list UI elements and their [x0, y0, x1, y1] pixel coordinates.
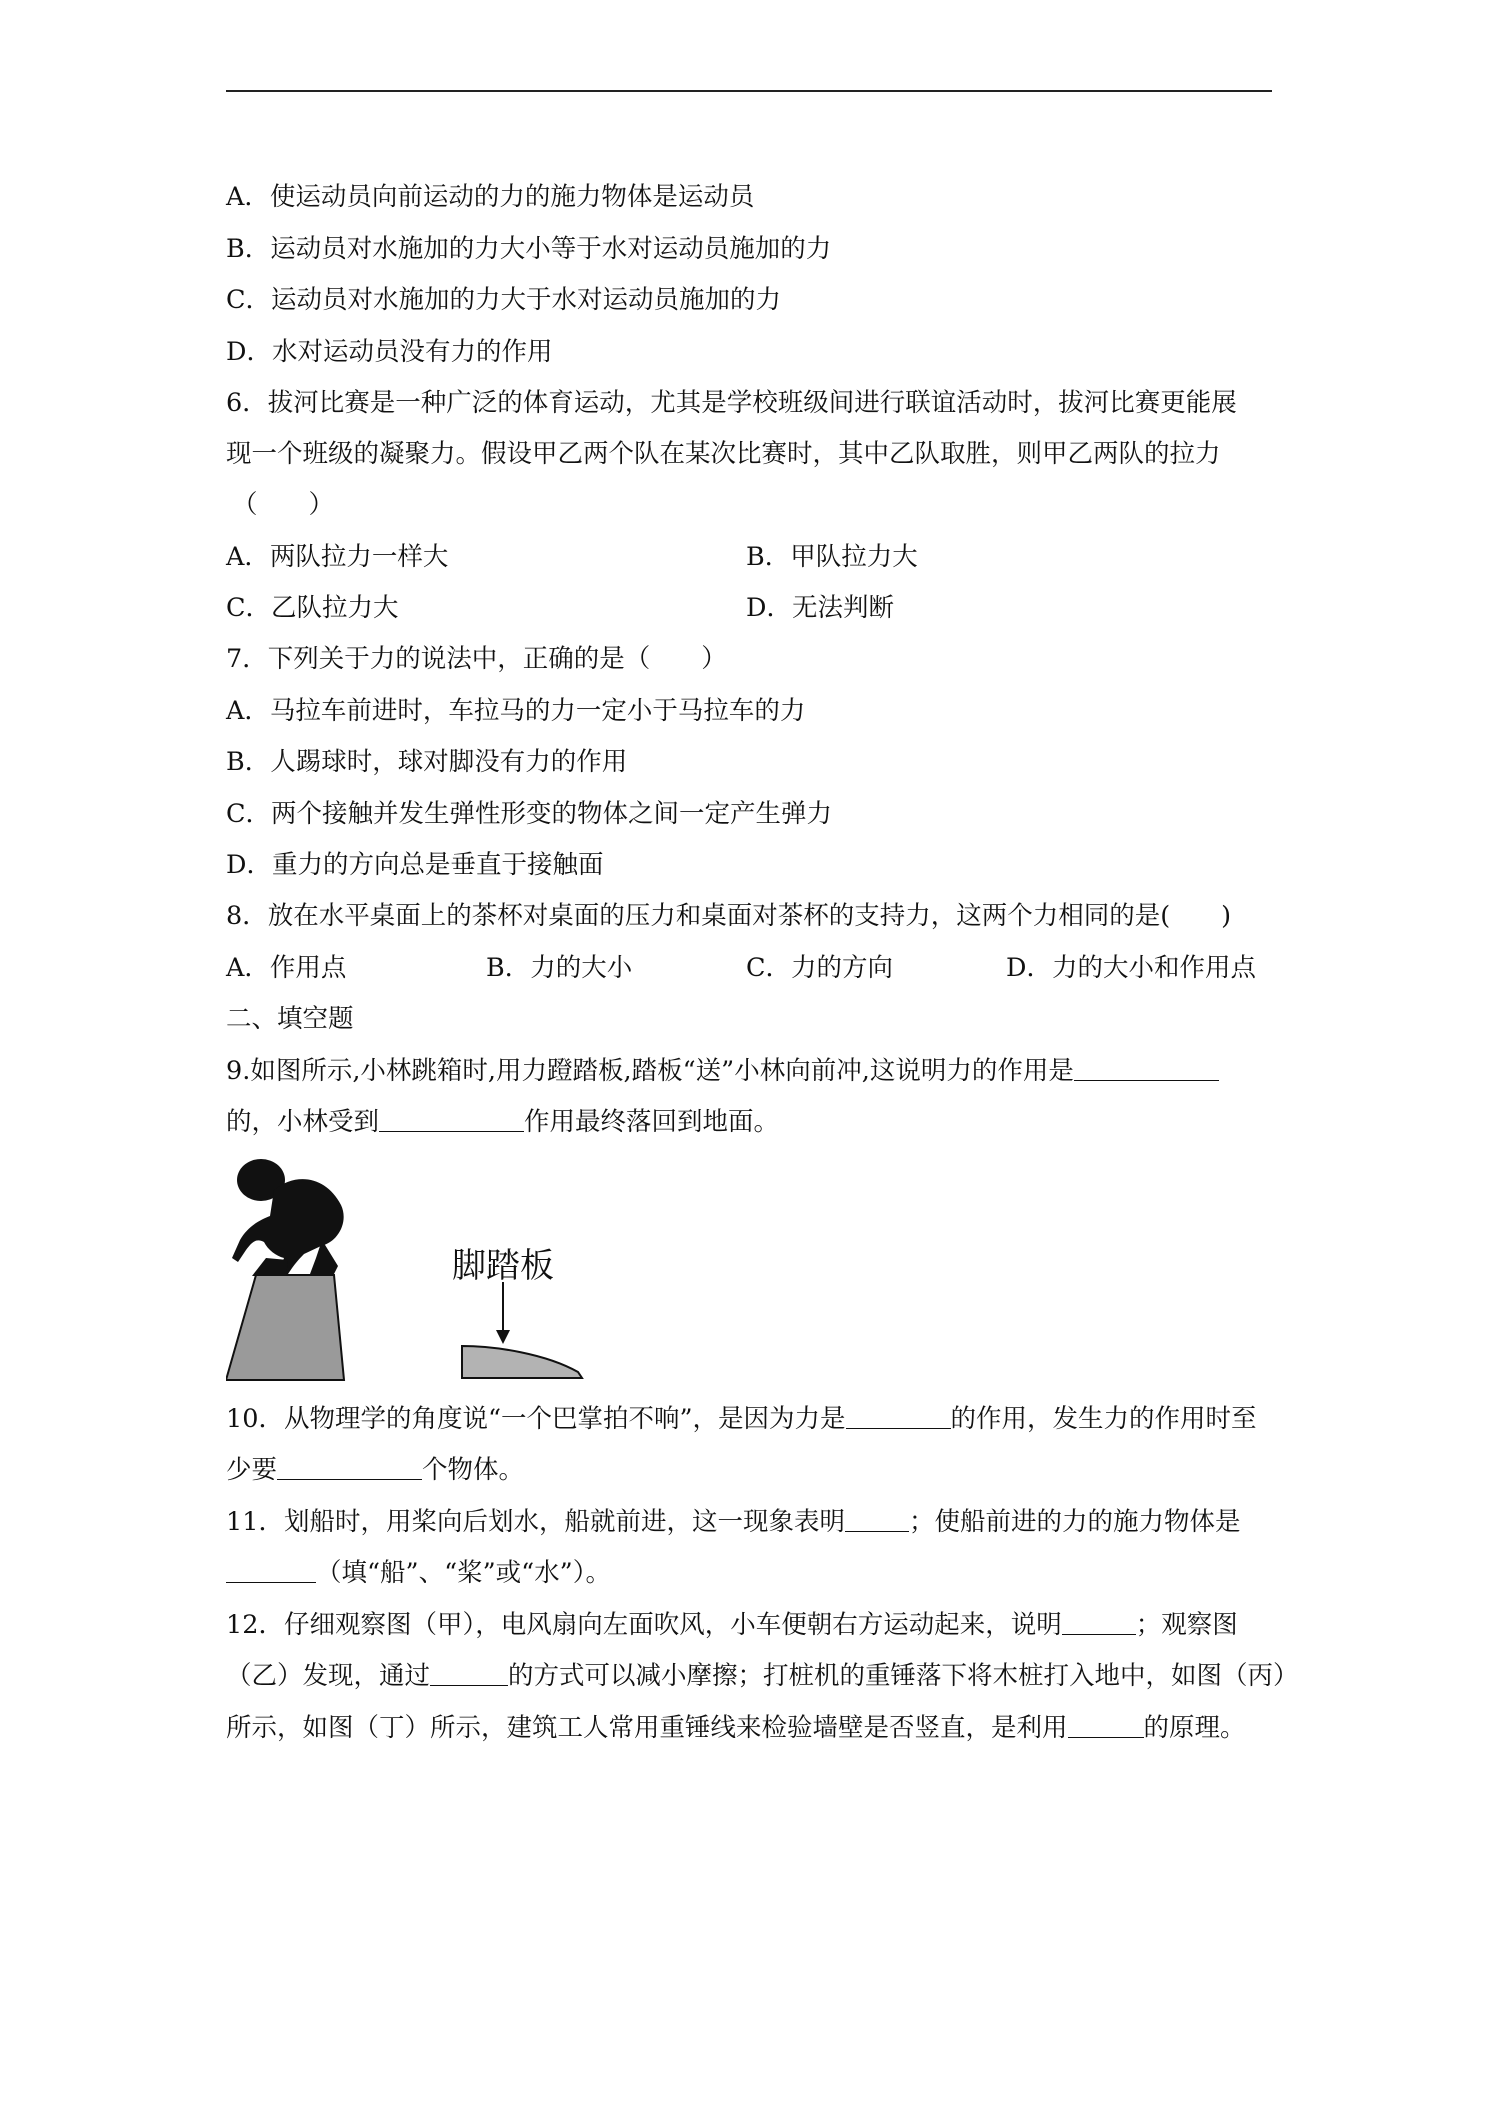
q6-option-d: D．无法判断 — [746, 593, 894, 623]
q6-option-a: A．两队拉力一样大 — [226, 542, 449, 572]
q9-line1 — [226, 1054, 1219, 1088]
q10-line2 — [226, 1453, 524, 1487]
q11-line2-text: （填“船”、“桨”或“水”）。 — [316, 1558, 611, 1588]
q7-option-b: B．人踢球时，球对脚没有力的作用 — [226, 747, 628, 777]
q5-option-c: C．运动员对水施加的力大于水对运动员施加的力 — [226, 285, 782, 315]
q11-line1 — [226, 1505, 1240, 1539]
q10-blank-1[interactable] — [846, 1404, 951, 1429]
q7-option-a: A．马拉车前进时，车拉马的力一定小于马拉车的力 — [226, 696, 806, 726]
q7-stem: 7．下列关于力的说法中，正确的是（ ） — [226, 644, 727, 674]
q12-blank-2[interactable] — [430, 1661, 508, 1686]
q7-option-d: D．重力的方向总是垂直于接触面 — [226, 850, 604, 880]
q9-line2-text-a: 的，小林受到 — [226, 1107, 380, 1137]
q5-option-d: D．水对运动员没有力的作用 — [226, 337, 553, 367]
q9-blank-2[interactable] — [379, 1107, 524, 1132]
q5-option-a: A．使运动员向前运动的力的施力物体是运动员 — [226, 182, 755, 212]
q8-option-d: D．力的大小和作用点 — [1006, 953, 1256, 983]
q8-option-c: C．力的方向 — [746, 953, 894, 983]
vaulting-box-shape — [226, 1275, 344, 1380]
q12-line3-text-a: 所示，如图（丁）所示，建筑工人常用重锤线来检验墙壁是否竖直，是利用 — [226, 1713, 1068, 1743]
q12-blank-1[interactable] — [1062, 1610, 1136, 1635]
q10-line2-text-a: 少要 — [226, 1455, 278, 1485]
q12-line1-text-b: ；观察图 — [1135, 1610, 1238, 1640]
q6-option-b: B．甲队拉力大 — [746, 542, 918, 572]
q11-line1-text-b: ；使船前进的力的施力物体是 — [908, 1507, 1241, 1537]
q5-option-b: B．运动员对水施加的力大小等于水对运动员施加的力 — [226, 234, 832, 264]
pointer-arrow-head — [496, 1330, 510, 1344]
q10-blank-2[interactable] — [277, 1455, 422, 1480]
q8-stem: 8．放在水平桌面上的茶杯对桌面的压力和桌面对茶杯的支持力，这两个力相同的是( ) — [226, 901, 1232, 931]
q11-line1-text-a: 11．划船时，用桨向后划水，船就前进，这一现象表明 — [226, 1507, 845, 1537]
q12-line1-text-a: 12．仔细观察图（甲），电风扇向左面吹风，小车便朝右方运动起来，说明 — [226, 1610, 1062, 1640]
q12-line3-text-b: 的原理。 — [1143, 1713, 1246, 1743]
q6-stem-line1: 6．拔河比赛是一种广泛的体育运动，尤其是学校班级间进行联谊活动时，拔河比赛更能展 — [226, 388, 1237, 418]
q8-option-b: B．力的大小 — [486, 953, 633, 983]
springboard-shape — [462, 1346, 582, 1378]
header-rule — [226, 90, 1272, 92]
q6-option-c: C．乙队拉力大 — [226, 593, 399, 623]
q11-line2 — [226, 1556, 611, 1590]
q12-blank-3[interactable] — [1068, 1713, 1144, 1738]
q9-blank-1[interactable] — [1074, 1056, 1219, 1081]
q10-line1-text-a: 10．从物理学的角度说“一个巴掌拍不响”，是因为力是 — [226, 1404, 846, 1434]
q9-line1-text: 9.如图所示,小林跳箱时,用力蹬踏板,踏板“送”小林向前冲,这说明力的作用是 — [226, 1056, 1074, 1086]
q7-option-c: C．两个接触并发生弹性形变的物体之间一定产生弹力 — [226, 799, 833, 829]
q11-blank-2[interactable] — [226, 1558, 316, 1583]
q12-line2 — [226, 1659, 1299, 1693]
section-heading-fill-in: 二、填空题 — [226, 1004, 354, 1034]
q12-line3 — [226, 1711, 1246, 1745]
q10-line1-text-b: 的作用，发生力的作用时至 — [950, 1404, 1257, 1434]
q9-line2 — [226, 1105, 779, 1139]
q11-blank-1[interactable] — [845, 1507, 909, 1532]
q10-line1 — [226, 1402, 1257, 1436]
q12-line2-text-a: （乙）发现，通过 — [226, 1661, 431, 1691]
person-silhouette — [232, 1159, 344, 1276]
springboard-label: 脚踏板 — [452, 1246, 554, 1286]
q6-stem-line2: 现一个班级的凝聚力。假设甲乙两个队在某次比赛时，其中乙队取胜，则甲乙两队的拉力 — [226, 439, 1221, 469]
q10-line2-text-b: 个物体。 — [422, 1455, 525, 1485]
q9-line2-text-b: 作用最终落回到地面。 — [524, 1107, 780, 1137]
q8-option-a: A．作用点 — [226, 953, 347, 983]
q12-line2-text-b: 的方式可以减小摩擦；打桩机的重锤落下将木桩打入地中，如图（丙） — [508, 1661, 1299, 1691]
q6-answer-bracket: （ ） — [232, 490, 335, 520]
q12-line1 — [226, 1608, 1238, 1642]
